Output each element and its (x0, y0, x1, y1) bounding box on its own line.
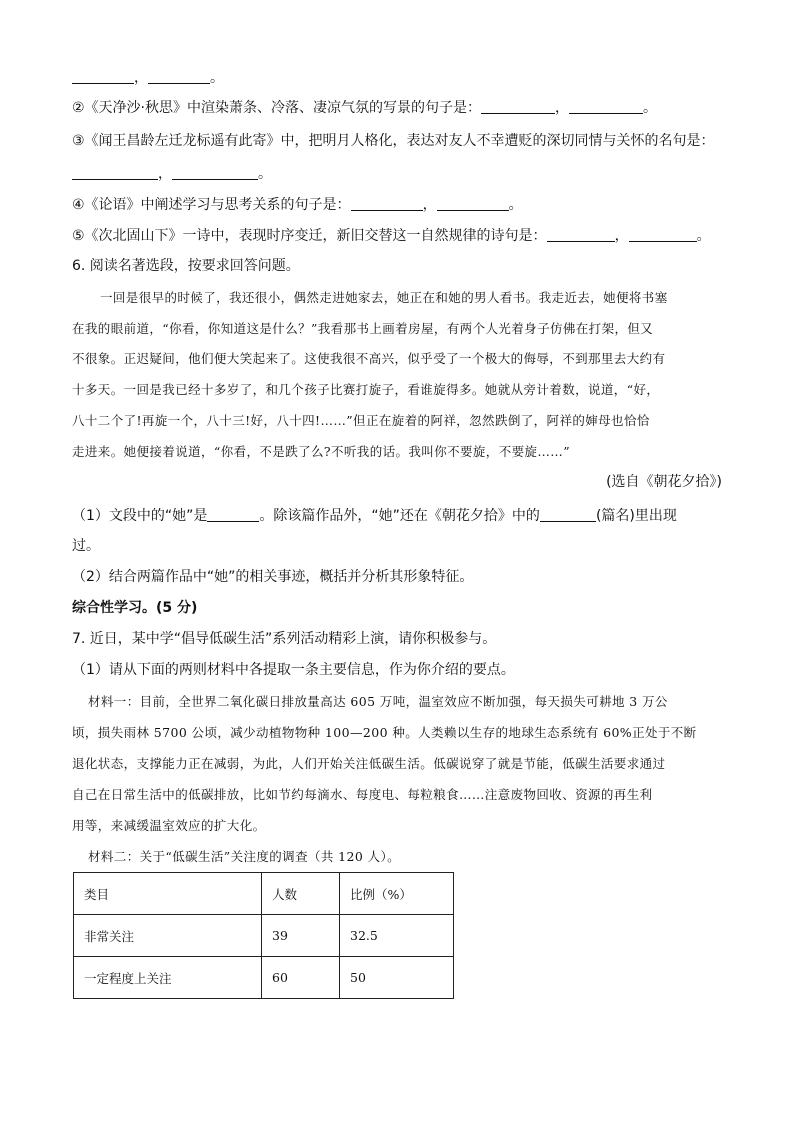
material-2-title: 材料二：关于“低碳生活”关注度的调查（共 120 人）。 (88, 849, 401, 864)
passage-source: (选自《朝花夕拾》) (606, 474, 722, 490)
answer-blank[interactable] (207, 507, 259, 522)
material-line: 自己在日常生活中的低碳排放，比如节约每滴水、每度电、每粒粮食……注意废物回收、资源的再生利 (72, 787, 653, 802)
fill-line-3b: ， 。 (72, 164, 272, 184)
table-cell: 32.5 (340, 915, 454, 957)
passage-line: 八十二个了!再旋一个，八十三!好，八十四!……”但正在旋着的阿祥，忽然跌倒了，阿祥的婶母也恰恰 (72, 413, 650, 428)
table-cell: 一定程度上关注 (74, 957, 262, 999)
passage-line: 在我的眼前道，“你看，你知道这是什么？”我看那书上画着房屋，有两个人光着身子仿佛在打架，但又 (72, 321, 654, 336)
answer-blank[interactable] (629, 227, 697, 242)
table-row (74, 957, 454, 999)
table-cell: 39 (262, 915, 340, 957)
fill-line-4: ④《论语》中阐述学习与思考关系的句子是： ， 。 (72, 197, 523, 213)
passage-line: 十多天。一回是我已经十多岁了，和几个孩子比赛打旋子，看谁旋得多。她就从旁计着数，说道，“好， (72, 382, 660, 397)
material-line: 退化状态，支撑能力正在减弱，为此，人们开始关注低碳生活。低碳说穿了就是节能，低碳生活要求通过 (72, 756, 666, 771)
material-line: 用等，来减缓温室效应的扩大化。 (72, 818, 266, 833)
table-header-row (74, 873, 454, 915)
material-line: 材料一：目前，全世界二氧化碳日排放量高达 605 万吨，温室效应不断加强，每天损失可耕地 3 万公 (88, 694, 668, 709)
fill-line-1: ， 。 (72, 68, 224, 88)
answer-blank[interactable] (547, 227, 615, 242)
q7-sub1: （1）请从下面的两则材料中各提取一条主要信息，作为你介绍的要点。 (72, 662, 515, 678)
table-cell: 非常关注 (74, 915, 262, 957)
table-row (74, 915, 454, 957)
q6-sub1: （1）文段中的“她”是 。除该篇作品外，“她”还在《朝花夕拾》中的 (篇名)里出现 (72, 508, 677, 524)
q6-sub1-cont: 过。 (72, 538, 100, 554)
answer-blank[interactable] (569, 99, 643, 114)
question-6-title: 6. 阅读名著选段，按要求回答问题。 (72, 258, 300, 274)
answer-blank[interactable] (72, 69, 134, 84)
fill-line-3: ③《闻王昌龄左迁龙标遥有此寄》中，把明月人格化，表达对友人不幸遭贬的深切同情与关怀的名句是： (72, 133, 715, 149)
material-line: 顷，损失雨林 5700 公顷，减少动植物物种 100—200 种。人类赖以生存的地球生态系统有 60%正处于不断 (72, 725, 697, 740)
passage-line: 走进来。她便接着说道，“你看，不是跌了么?不听我的话。我叫你不要旋，不要旋……” (72, 444, 570, 459)
table-header: 人数 (262, 873, 340, 915)
answer-blank[interactable] (72, 165, 158, 180)
table-cell: 50 (340, 957, 454, 999)
table-header: 类目 (74, 873, 262, 915)
answer-blank[interactable] (172, 165, 258, 180)
question-7-title: 7. 近日，某中学“倡导低碳生活”系列活动精彩上演，请你积极参与。 (72, 631, 497, 647)
section-heading: 综合性学习。(5 分) (72, 600, 198, 616)
answer-blank[interactable] (540, 507, 596, 522)
table-header: 比例（%） (340, 873, 454, 915)
answer-blank[interactable] (351, 196, 423, 211)
table-cell: 60 (262, 957, 340, 999)
passage-line: 不很象。正迟疑间，他们便大笑起来了。这使我很不高兴，似乎受了一个极大的侮辱，不到那里去大约有 (72, 351, 666, 366)
q6-sub2: （2）结合两篇作品中“她”的相关事迹，概括并分析其形象特征。 (72, 569, 474, 585)
fill-line-2: ②《天净沙·秋思》中渲染萧条、冷落、凄凉气氛的写景的句子是： ， 。 (72, 100, 657, 116)
answer-blank[interactable] (437, 196, 509, 211)
survey-table (73, 872, 454, 999)
answer-blank[interactable] (481, 99, 555, 114)
passage-line: 一回是很早的时候了，我还很小，偶然走进她家去，她正在和她的男人看书。我走近去，她便将书塞 (100, 290, 668, 305)
answer-blank[interactable] (148, 69, 210, 84)
fill-line-5: ⑤《次北固山下》一诗中，表现时序变迁，新旧交替这一自然规律的诗句是： ， 。 (72, 228, 711, 244)
